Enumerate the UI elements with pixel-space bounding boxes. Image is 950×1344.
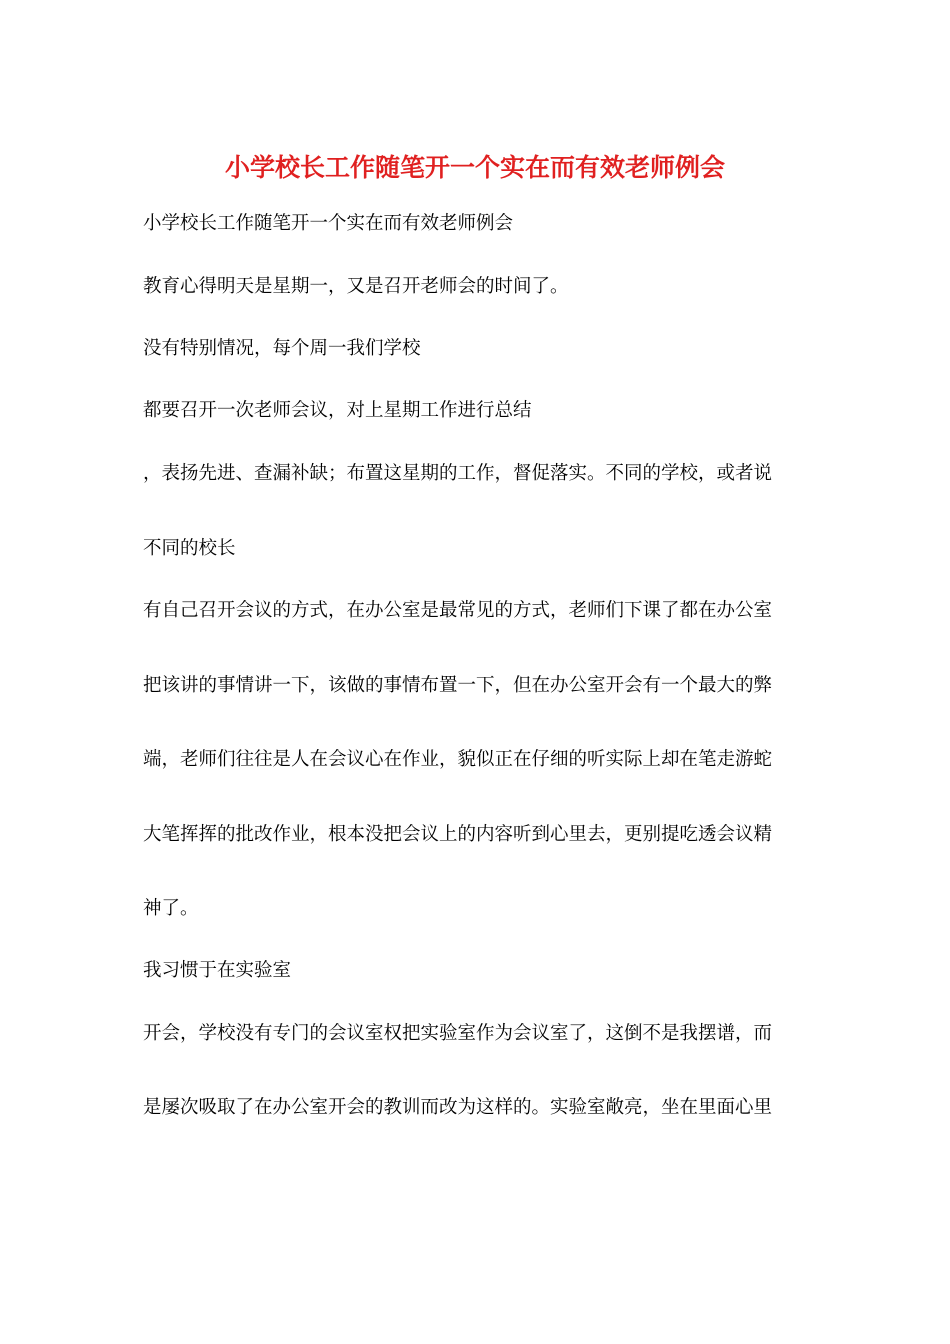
paragraph-line: 没有特别情况，每个周一我们学校 [143, 338, 421, 359]
paragraph-line: 把该讲的事情讲一下，该做的事情布置一下，但在办公室开会有一个最大的弊 [143, 675, 773, 696]
paragraph-line: 都要召开一次老师会议，对上星期工作进行总结 [143, 400, 532, 421]
paragraph-line: 小学校长工作随笔开一个实在而有效老师例会 [143, 213, 514, 234]
paragraph-line: 我习惯于在实验室 [143, 960, 292, 981]
paragraph-line: 神了。 [143, 898, 199, 919]
paragraph-line: 大笔挥挥的批改作业，根本没把会议上的内容听到心里去，更别提吃透会议精 [143, 824, 773, 845]
document-title: 小学校长工作随笔开一个实在而有效老师例会 [224, 153, 725, 182]
paragraph-line: 端，老师们往往是人在会议心在作业，貌似正在仔细的听实际上却在笔走游蛇 [143, 749, 773, 770]
paragraph-line: 教育心得明天是星期一，又是召开老师会的时间了。 [143, 276, 569, 297]
paragraph-line: ，表扬先进、查漏补缺；布置这星期的工作，督促落实。不同的学校，或者说 [143, 463, 773, 484]
paragraph-line: 是屡次吸取了在办公室开会的教训而改为这样的。实验室敞亮，坐在里面心里 [143, 1097, 773, 1118]
paragraph-line: 不同的校长 [143, 538, 236, 559]
paragraph-line: 有自己召开会议的方式，在办公室是最常见的方式，老师们下课了都在办公室 [143, 600, 773, 621]
paragraph-line: 开会，学校没有专门的会议室权把实验室作为会议室了，这倒不是我摆谱，而 [143, 1023, 773, 1044]
